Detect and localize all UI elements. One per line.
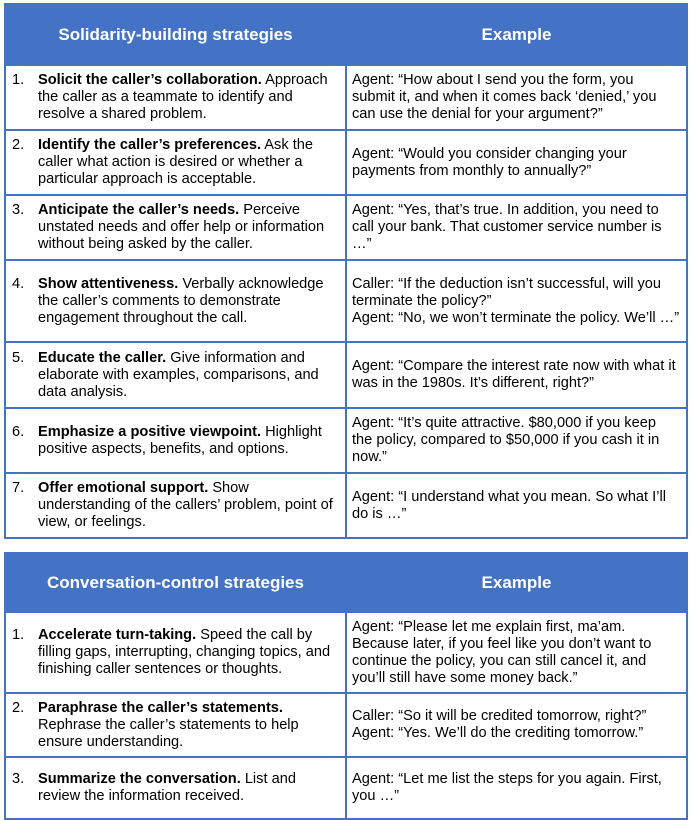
example-line: Agent: “Would you consider changing your payments from monthly to annually?” [352, 145, 627, 179]
strategy-item [12, 202, 339, 253]
strategy-name: Paraphrase the caller’s statements. [38, 699, 283, 716]
strategy-name: Accelerate turn-taking. [38, 627, 197, 643]
strategy-item [12, 137, 339, 188]
table-row [5, 65, 687, 130]
example-line: Agent: “It’s quite attractive. $80,000 if you keep the policy, compared to $50,000 if you cash it in now.” [352, 415, 660, 465]
item-number: 6. [12, 423, 25, 440]
strategy-text [38, 627, 339, 678]
example-header: Example [346, 553, 687, 612]
strategy-cell [5, 408, 346, 473]
strategy-item [12, 276, 339, 327]
strategy-name: Show attentiveness. [38, 275, 179, 292]
example-line: Agent: “Let me list the steps for you again. First, you …” [352, 771, 662, 804]
strategy-cell [5, 342, 346, 408]
table-row [5, 612, 687, 693]
strategy-description: Give information and elaborate with examples, comparisons, and data analysis. [38, 349, 319, 400]
example-cell [346, 612, 687, 693]
strategy-cell [5, 473, 346, 538]
item-number: 1. [12, 627, 25, 643]
solidarity-building-table [4, 3, 688, 539]
strategy-description: Ask the caller what action is desired or whether a particular approach is acceptable. [38, 137, 313, 187]
example-line: Agent: “Please let me explain first, ma’am. Because later, if you feel like you don’t want to continue the policy, you can still cancel it, and you’ll still have some money back.” [352, 618, 652, 686]
table-row [5, 130, 687, 195]
strategy-text [38, 771, 339, 805]
example-line: Caller: “So it will be credited tomorrow, right?” [352, 708, 647, 724]
strategy-item [12, 72, 339, 123]
strategy-name: Emphasize a positive viewpoint. [38, 423, 262, 440]
strategy-name: Educate the caller. [38, 349, 167, 366]
example-cell [346, 195, 687, 260]
table-header-row [5, 4, 687, 65]
example-cell [346, 408, 687, 473]
example-cell [346, 65, 687, 130]
strategy-cell [5, 693, 346, 757]
conversation-control-table [4, 552, 688, 820]
table-row [5, 473, 687, 538]
table-row [5, 408, 687, 473]
strategies-header: Solidarity-building strategies [5, 4, 346, 65]
strategy-description: Perceive unstated needs and offer help or information without being asked by the caller. [38, 202, 325, 252]
strategy-cell [5, 195, 346, 260]
strategy-name: Identify the caller’s preferences. [38, 137, 262, 153]
strategy-text [38, 700, 339, 751]
example-cell [346, 342, 687, 408]
table-row [5, 195, 687, 260]
strategy-text [38, 276, 339, 327]
item-number: 3. [12, 771, 25, 787]
strategy-item [12, 424, 339, 458]
table-row [5, 260, 687, 342]
table-header-row [5, 553, 687, 612]
item-number: 5. [12, 349, 25, 366]
example-line: Agent: “Compare the interest rate now with what it was in the 1980s. It’s different, right?” [352, 358, 676, 391]
strategy-name: Anticipate the caller’s needs. [38, 202, 240, 218]
strategy-description: Highlight positive aspects, benefits, and options. [38, 423, 322, 457]
example-cell [346, 260, 687, 342]
strategy-text [38, 424, 339, 458]
strategy-cell [5, 757, 346, 819]
strategy-item [12, 700, 339, 751]
strategy-item [12, 627, 339, 678]
item-number: 3. [12, 202, 25, 218]
example-line: Agent: “Yes, that’s true. In addition, you need to call your bank. That customer service number is …” [352, 202, 662, 252]
table-row [5, 757, 687, 819]
example-line: Agent: “I understand what you mean. So what I’ll do is …” [352, 488, 666, 522]
example-cell [346, 473, 687, 538]
item-number: 2. [12, 699, 25, 716]
item-number: 1. [12, 72, 25, 88]
strategy-cell [5, 65, 346, 130]
strategy-description: Rephrase the caller’s statements to help ensure understanding. [38, 716, 299, 750]
strategy-description: Speed the call by filling gaps, interrupting, changing topics, and finishing caller sentences or thoughts. [38, 627, 331, 677]
strategy-name: Offer emotional support. [38, 480, 209, 496]
example-line: Agent: “No, we won’t terminate the policy. We’ll …” [352, 309, 680, 326]
strategy-cell [5, 260, 346, 342]
strategy-description: Verbally acknowledge the caller’s comments to demonstrate engagement throughout the call. [38, 275, 324, 326]
strategy-text [38, 202, 339, 253]
strategy-name: Summarize the conversation. [38, 771, 241, 787]
strategy-description: List and review the information received. [38, 771, 296, 804]
table-row [5, 693, 687, 757]
strategies-header: Conversation-control strategies [5, 553, 346, 612]
strategy-description: Show understanding of the callers’ problem, point of view, or feelings. [38, 480, 333, 530]
strategy-item [12, 480, 339, 531]
example-header: Example [346, 4, 687, 65]
example-cell [346, 757, 687, 819]
strategy-cell [5, 612, 346, 693]
item-number: 4. [12, 275, 25, 292]
strategy-text [38, 480, 339, 531]
strategy-cell [5, 130, 346, 195]
example-line: Caller: “If the deduction isn’t successful, will you terminate the policy?” [352, 275, 662, 309]
strategy-description: Approach the caller as a teammate to identify and resolve a shared problem. [38, 72, 328, 122]
example-cell [346, 130, 687, 195]
strategy-text [38, 350, 339, 401]
strategy-text [38, 72, 339, 123]
table-row [5, 342, 687, 408]
strategy-item [12, 350, 339, 401]
example-cell [346, 693, 687, 757]
strategy-name: Solicit the caller’s collaboration. [38, 72, 262, 88]
strategy-item [12, 771, 339, 805]
example-line: Agent: “How about I send you the form, you submit it, and when it comes back ‘denied,’ you can use the denial for your argument?” [352, 72, 657, 122]
example-line: Agent: “Yes. We’ll do the crediting tomorrow.” [352, 725, 644, 741]
item-number: 7. [12, 480, 25, 496]
strategy-text [38, 137, 339, 188]
item-number: 2. [12, 137, 25, 153]
